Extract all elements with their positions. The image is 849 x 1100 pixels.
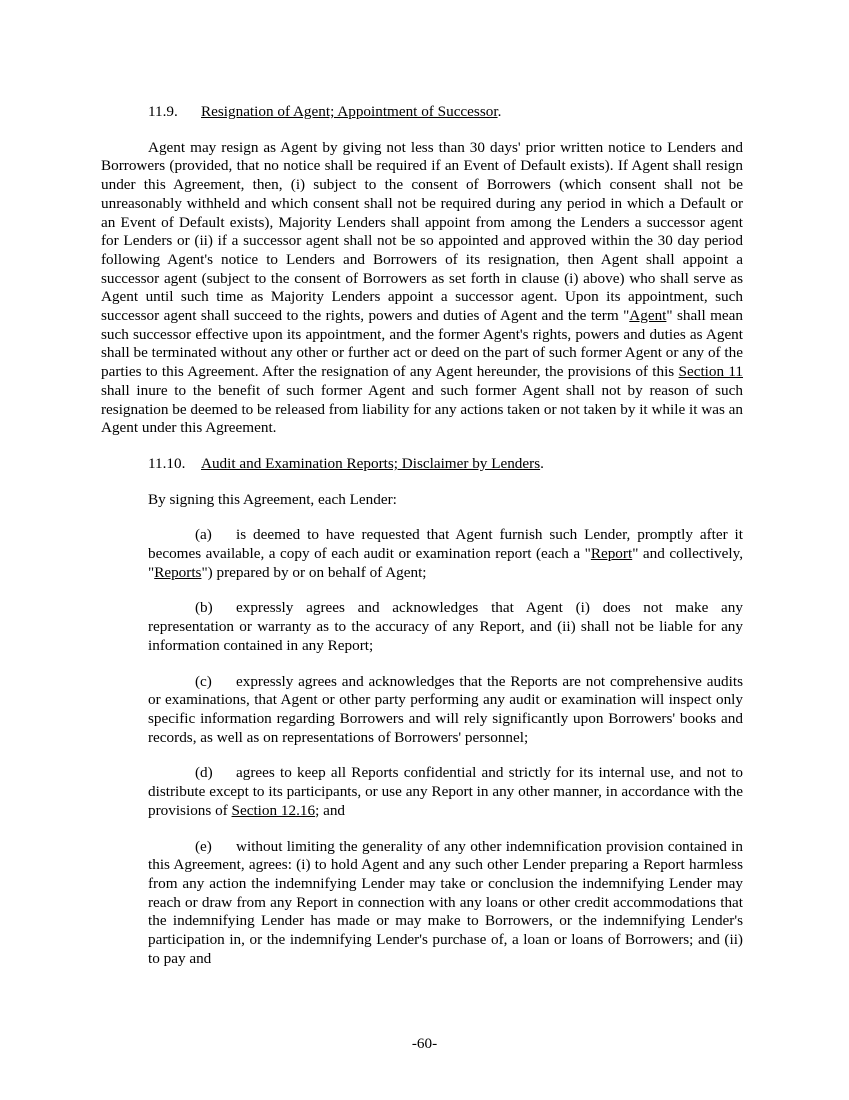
section-11-reference: Section 11 [678, 363, 743, 381]
clause-a-label: (a) [195, 526, 212, 544]
clause-e-label: (e) [195, 837, 212, 855]
section-11-9-body-text-2: " shall mean such successor effective upon its appointment, and the former Agent's rights, powers and duties as Agent shall be terminated without any other or further act or deed on the part of such former Agent or any of the parties to this Agreement. After the resignation of any Agent hereunder, the provisions of this [101, 307, 744, 381]
clause-c-text: expressly agrees and acknowledges that the Reports are not comprehensive audits or examinations, that Agent or other party performing any audit or examination will inspect only specific information regarding Borrowers and will rely significantly upon Borrowers' books and records, as well as on representations of Borrowers' personnel; [148, 672, 743, 746]
section-11-10-number: 11.10. [148, 454, 186, 472]
section-11-9-body-text-3: shall inure to the benefit of such former Agent and such former Agent shall not by reason of such resignation be deemed to be released from liability for any actions taken or not taken by it while it was an Agent under this Agreement. [101, 381, 743, 437]
clause-a [148, 526, 743, 582]
defined-term-reports: Reports [154, 563, 202, 581]
section-11-10-title: Audit and Examination Reports; Disclaimer by Lenders [201, 454, 541, 472]
defined-term-agent: Agent [629, 307, 667, 325]
clause-a-text-2: " and collectively, " [148, 545, 744, 581]
page-content [101, 103, 743, 968]
clause-e [148, 838, 743, 969]
clause-d [148, 764, 743, 820]
section-11-9-number: 11.9. [148, 103, 178, 120]
section-11-10-title-period: . [540, 454, 544, 472]
clause-c [148, 673, 743, 748]
clause-b-text: expressly agrees and acknowledges that Agent (i) does not make any representation or warranty as to the accuracy of any Report, and (ii) shall not be liable for any information contained in any Report; [148, 599, 743, 654]
clause-d-label: (d) [195, 764, 213, 782]
section-11-10-heading [101, 455, 743, 474]
section-11-9-title: Resignation of Agent; Appointment of Successor [201, 103, 498, 120]
clause-b-label: (b) [195, 599, 213, 617]
clause-a-text-1: is deemed to have requested that Agent furnish such Lender, promptly after it becomes available, a copy of each audit or examination report (each a " [148, 526, 743, 563]
clause-d-text-1: agrees to keep all Reports confidential and strictly for its internal use, and not to distribute except to its participants, or use any Report in any other manner, in accordance with the provisions of [148, 764, 743, 819]
section-11-9-heading [101, 103, 743, 122]
page-number: -60- [411, 1035, 438, 1052]
section-11-9-body [101, 139, 743, 438]
clause-c-label: (c) [195, 672, 212, 690]
clause-e-text: without limiting the generality of any other indemnification provision contained in this Agreement, agrees: (i) to hold Agent and any such other Lender preparing a Report harmless from any action the indemnifying Lender may take or conclusion the indemnifying Lender may reach or draw from any Report in connection with any loans or other credit accommodations that the indemnifying Lender has made or may make to Borrowers, or the indemnifying Lender's participation in, or the indemnifying Lender's purchase of, a loan or loans of Borrowers; and (ii) to pay and [148, 837, 743, 967]
section-12-16-reference: Section 12.16 [231, 801, 316, 819]
section-11-9-body-text-1: Agent may resign as Agent by giving not less than 30 days' prior written notice to Lenders and Borrowers (provided, that no notice shall be required if an Event of Default exists). If Agent shall resign under this Agreement, then, (i) subject to the consent of Borrowers (which consent shall not be unreasonably withheld and which consent shall not be required during any period in which a Default or an Event of Default exists), Majority Lenders shall appoint from among the Lenders a successor agent for Lenders or (ii) if a successor agent shall not be so appointed and approved within the 30 day period following Agent's notice to Lenders and Borrowers of its resignation, then Agent shall appoint a successor agent (subject to the consent of Borrowers as set forth in clause (i) above) who shall serve as Agent until such time as Majority Lenders appoint a successor agent. Upon its appointment, such successor agent shall succeed to the rights, powers and duties of Agent and the term " [101, 138, 743, 325]
section-11-9-title-period: . [497, 103, 502, 120]
defined-term-report: Report [590, 545, 633, 563]
clause-a-text-3: ") prepared by or on behalf of Agent; [201, 563, 427, 581]
clause-d-text-2: ; and [315, 801, 346, 819]
section-11-10-intro: By signing this Agreement, each Lender: [148, 490, 397, 508]
clause-b [148, 599, 743, 655]
